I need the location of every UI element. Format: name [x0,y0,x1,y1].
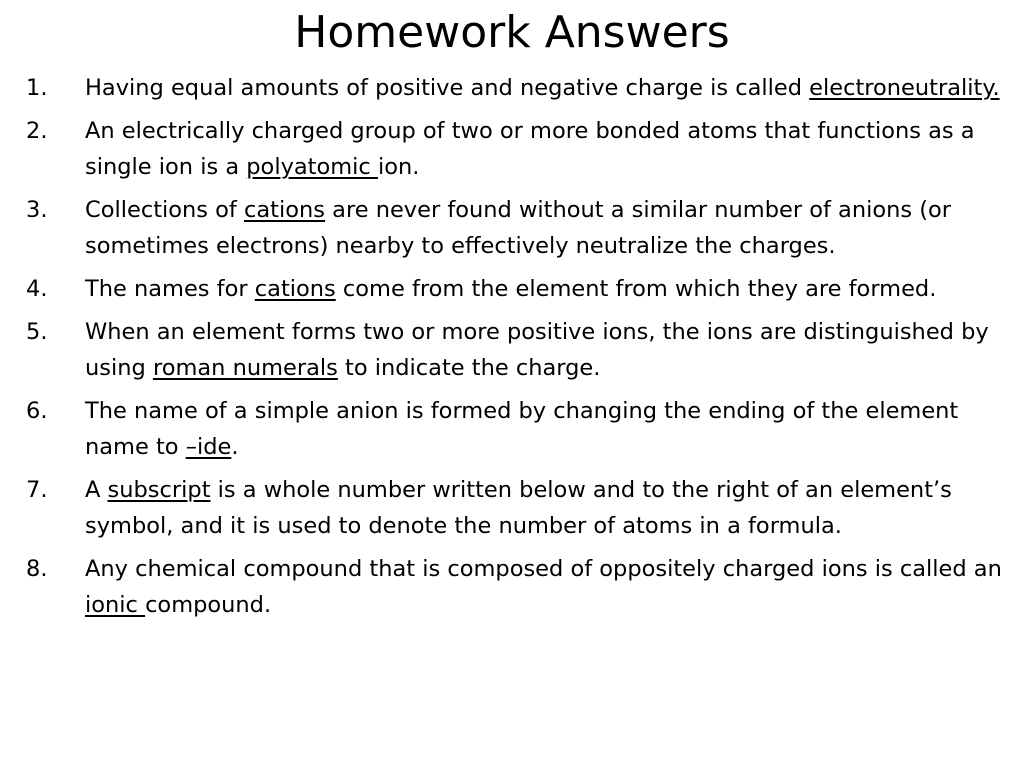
answer-text-before: A [85,477,108,503]
answer-number: 5. [26,319,48,345]
answer-list [26,70,1002,630]
answer-text-after: to indicate the charge. [337,355,601,381]
answer-text-after: is a whole number written below and to the right of an element’s symbol, and it is used to denote the number of atoms in a formula. [85,477,952,539]
answer-text-after: are never found without a similar number of anions (or sometimes electrons) nearby to effectively neutralize the charges. [85,197,952,259]
answer-text-after: . [231,434,239,460]
answer-item-3 [26,192,1002,264]
answer-item-6 [26,393,1002,465]
answer-term: electroneutrality. [809,75,1000,101]
answer-term: ionic [85,592,146,618]
answer-text-before: Collections of [85,197,245,223]
answer-term: polyatomic [246,154,378,180]
answer-text-before: An electrically charged group of two or more bonded atoms that functions as a single ion is a [85,118,975,180]
answer-term: –ide [185,434,232,460]
answer-text-after: come from the element from which they are formed. [335,276,937,302]
answer-item-5 [26,314,1002,386]
answer-term: roman numerals [152,355,338,381]
answer-text-before: The name of a simple anion is formed by changing the ending of the element name to [85,398,959,460]
answer-term: cations [254,276,336,302]
answer-item-4 [26,271,1002,307]
answer-text-after: ion. [377,154,420,180]
answer-text-before: The names for [85,276,255,302]
answer-number: 3. [26,197,48,223]
answer-item-8 [26,551,1002,623]
answer-number: 6. [26,398,48,424]
answer-term: subscript [107,477,211,503]
answer-item-2 [26,113,1002,185]
answer-text-after: compound. [145,592,272,618]
answer-term: cations [244,197,325,223]
answer-number: 7. [26,477,48,503]
answer-text-before: Having equal amounts of positive and negative charge is called [85,75,810,101]
answer-item-1 [26,70,1002,106]
answer-text-before: Any chemical compound that is composed of oppositely charged ions is called an [85,556,1002,582]
answer-text-before: When an element forms two or more positive ions, the ions are distinguished by using [85,319,989,381]
answer-item-7 [26,472,1002,544]
answer-number: 2. [26,118,48,144]
answer-number: 4. [26,276,48,302]
answer-number: 8. [26,556,48,582]
answer-number: 1. [26,75,48,101]
slide-title: Homework Answers [294,7,730,58]
